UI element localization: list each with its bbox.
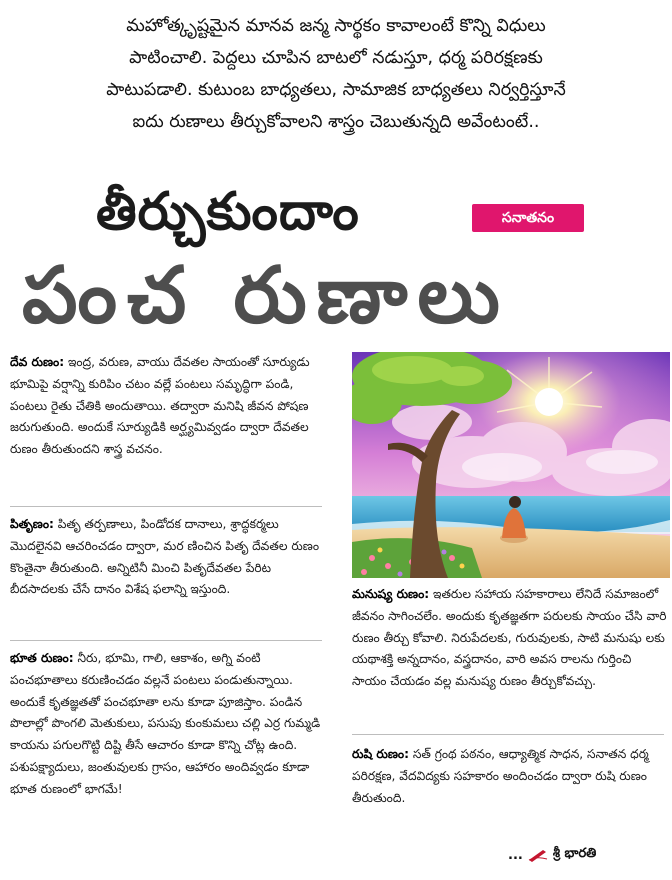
section-label: దేవ రుణం: bbox=[10, 355, 65, 369]
section-text: ఇతరుల సహాయ సహకారాలు లేనిదే సమాజంలో జీవనం సాగించలేం. అందుకు కృతజ్ఞతగా పరులకు సాయం చేసి వారి రుణం తీర్చు కోవాలి. నిరుపేదలకు, గురువులకు, సాటి మనుషు లకు యథాశక్తి అన్నదానం, వస్త్రదానం, వారి అవస రాలను గుర్తించి సాయం చేయడం వల్ల మనుష్య రుణం తీర్చుకోవచ్చు. bbox=[352, 587, 667, 689]
intro-line: పాటుపడాలి. కుటుంబ బాధ్యతలు, సామాజిక బాధ్యతలు నిర్వర్తిస్తూనే bbox=[106, 80, 566, 100]
divider bbox=[352, 734, 664, 735]
signoff-prefix: ... bbox=[508, 847, 523, 863]
section-text: నీరు, భూమి, గాలి, ఆకాశం, అగ్ని వంటి పంచభూతాలు కరుణించడం వల్లనే పంటలు పండుతున్నాయి. అందుకే కృతజ్ఞతతో పంచభూతా లను కూడా పూజిస్తాం. పండిన పొలాల్లో పొంగలి మెతుకులు, పసుపు కుంకుమలు చల్లి ఎర్ర గుమ్మడి కాయను పగులగొట్టి దిష్టి తీసే ఆచారం కూడా కొన్ని చోట్ల ఉంది. పశుపక్ష్యాదులు, జంతువులకు గ్రాసం, ఆహారం అందివ్వడం కూడా భూత రుణంలో భాగమే! bbox=[10, 651, 321, 796]
section-text: పితృ తర్పణాలు, పిండోదక దానాలు, శ్రాద్ధకర్మలు మొదలైనవి ఆచరించడం ద్వారా, మర ణించిన పితృ దేవతల రుణం కొంతైనా తీరుతుంది. అన్నిటినీ మించి పితృదేవతల పేరిట బీదసాదలకు చేసే దానం విశేష ఫలాన్ని ఇస్తుంది. bbox=[10, 517, 320, 597]
section-text: ఇంద్ర, వరుణ, వాయు దేవతల సాయంతో సూర్యుడు భూమిపై వర్షాన్ని కురిపిం చటం వల్లే పంటలు సమృద్ధిగా పండి, పంటలు రైతు చేతికి అందుతాయి. తద్వారా మనిషి జీవన పోషణ జరుగుతుంది. అందుకే సూర్యుడికి అర్ఘ్యమివ్వడం ద్వారా దేవతల రుణం తీరుతుందని శాస్త్ర వచనం. bbox=[10, 355, 310, 457]
intro-line: మహోత్కృష్టమైన మానవ జన్మ సార్థకం కావాలంటే కొన్ని విధులు bbox=[126, 16, 546, 36]
divider bbox=[10, 640, 322, 641]
section-pitru-runam bbox=[10, 514, 326, 601]
section-text: సత్ గ్రంథ పఠనం, ఆధ్యాత్మిక సాధన, సనాతన ధర్మ పరిరక్షణ, వేదవిద్యకు సహకారం అందించడం ద్వారా రుషి రుణం తీరుతుంది. bbox=[352, 747, 649, 805]
headline-line-2: పంచ రుణాలు bbox=[22, 251, 510, 341]
meditation-landscape-illustration bbox=[352, 352, 670, 578]
author-signoff bbox=[508, 846, 596, 864]
section-deva-runam bbox=[10, 352, 326, 461]
category-tag: సనాతనం bbox=[472, 204, 584, 232]
section-manushya-runam bbox=[352, 584, 668, 693]
section-label: రుషి రుణం: bbox=[352, 747, 409, 761]
divider bbox=[10, 506, 322, 507]
section-label: మనుష్య రుణం: bbox=[352, 587, 430, 601]
section-rushi-runam bbox=[352, 744, 668, 809]
intro-paragraph bbox=[28, 10, 644, 138]
section-bhuta-runam bbox=[10, 648, 326, 801]
author-name: శ్రీ భారతి bbox=[552, 846, 597, 861]
intro-line: ఐదు రుణాలు తీర్చుకోవాలని శాస్త్రం చెబుతున్నది అవేంటంటే.. bbox=[132, 112, 540, 132]
section-label: పితృణం: bbox=[10, 517, 54, 531]
intro-line: పాటించాలి. పెద్దలు చూపిన బాటలో నడుస్తూ, ధర్మ పరిరక్షణకు bbox=[129, 48, 543, 68]
pen-icon bbox=[527, 848, 549, 862]
section-label: భూత రుణం: bbox=[10, 651, 74, 665]
headline-line-1: తీర్చుకుందాం bbox=[96, 182, 360, 242]
